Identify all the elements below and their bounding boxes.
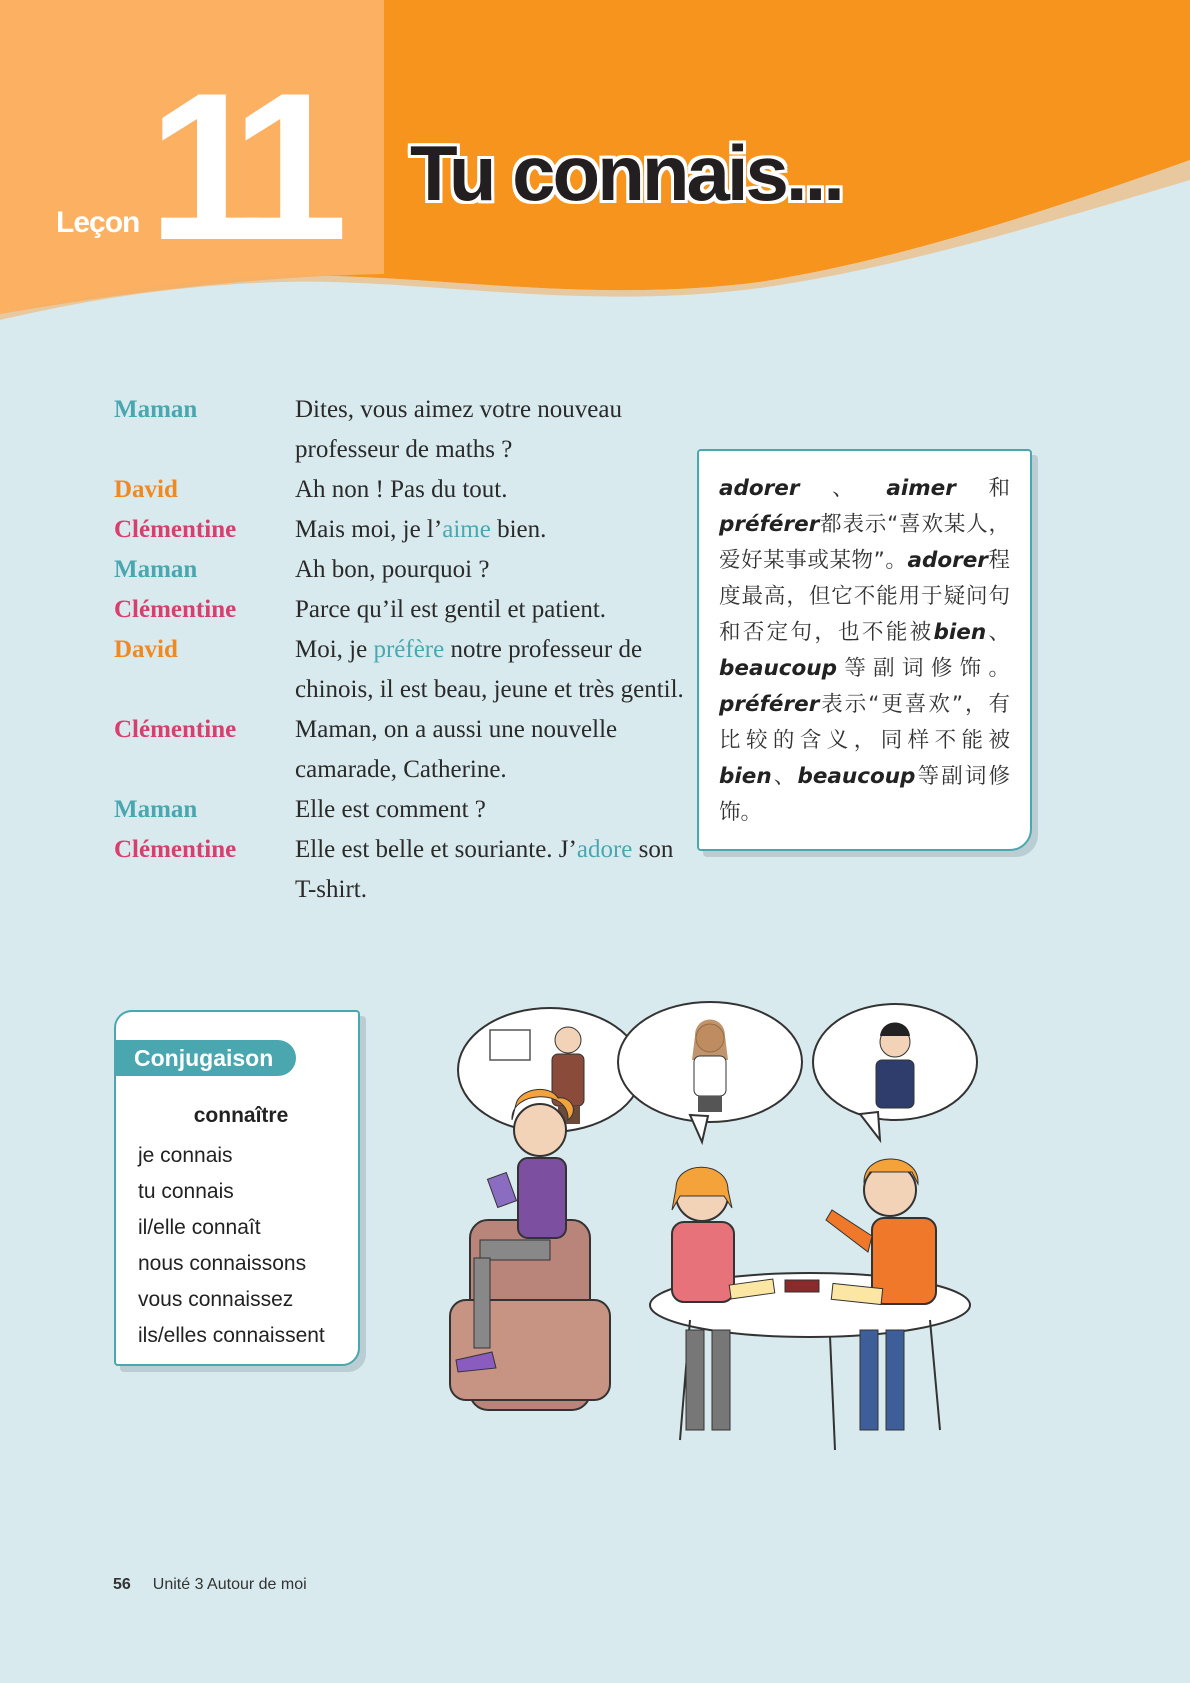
note-text-segment: 、	[771, 764, 798, 789]
utterance-text: Elle est comment ?	[295, 796, 486, 823]
note-text-segment: 、	[799, 476, 887, 501]
utterance-text: Dites, vous aimez votre nouveau professeur de maths ?	[295, 396, 622, 463]
note-text-segment: 都表示“喜欢某人，爱好某事或某物”。	[719, 512, 1010, 573]
utterance	[295, 470, 685, 510]
highlighted-verb: préfère	[373, 636, 445, 663]
page-footer	[113, 1576, 307, 1594]
speaker-name: Maman	[114, 796, 198, 823]
utterance	[295, 630, 685, 710]
utterance-text: Ah non ! Pas du tout.	[295, 476, 508, 503]
conjugation-form: vous connaissez	[138, 1288, 294, 1311]
speaker-name: Clémentine	[114, 716, 237, 743]
utterance	[295, 590, 685, 630]
speaker-name: Maman	[114, 396, 198, 423]
grammar-note-box	[697, 449, 1032, 851]
utterance	[295, 710, 685, 790]
speaker-name: Clémentine	[114, 516, 237, 543]
mother-reading	[450, 1089, 610, 1410]
dialogue-line	[114, 470, 714, 510]
note-keyword: préférer	[719, 692, 820, 717]
note-text-segment: 程度最高，但它不能用于疑问句和否定句，也不能被	[719, 548, 1010, 645]
speaker-name: Clémentine	[114, 836, 237, 863]
utterance-text: Maman, on a aussi une nouvelle camarade, Catherine.	[295, 716, 618, 783]
dialogue-line	[114, 630, 714, 710]
conjugation-form: nous connaissons	[138, 1252, 307, 1275]
conjugation-form: tu connais	[138, 1180, 234, 1203]
note-text-segment: 等副词修饰。	[837, 656, 1010, 681]
utterance-text: Elle est belle et souriante. J’	[295, 836, 577, 863]
note-text-segment: 、	[986, 620, 1010, 645]
note-keyword: beaucoup	[797, 764, 916, 789]
conjugation-box	[114, 1010, 360, 1366]
highlighted-verb: adore	[576, 836, 633, 863]
utterance	[295, 550, 685, 590]
utterance-text: Ah bon, pourquoi ?	[295, 556, 490, 583]
conjugation-form: ils/elles connaissent	[138, 1324, 325, 1347]
highlighted-verb: aime	[442, 516, 491, 543]
thought-bubble-chinese-teacher	[813, 1004, 977, 1140]
note-keyword: bien	[933, 620, 987, 645]
lesson-title: Tu connais...	[410, 129, 842, 217]
unit-label: Unité 3 Autour de moi	[152, 1576, 307, 1593]
dialogue-line	[114, 550, 714, 590]
utterance-text: notre professeur de chinois, il est beau, jeune et très gentil.	[295, 636, 684, 703]
dialogue-line	[114, 790, 714, 830]
speaker-name: David	[114, 476, 178, 503]
dialogue-line	[114, 830, 714, 910]
note-keyword: beaucoup	[719, 656, 837, 681]
dialogue	[114, 390, 714, 910]
family-illustration	[440, 1000, 1000, 1460]
grammar-note-text	[719, 471, 1010, 831]
note-text-segment: 表示“更喜欢”，有比较的含义，同样不能被	[719, 692, 1010, 753]
utterance	[295, 830, 685, 910]
note-text-segment: 和	[955, 476, 1010, 501]
utterance	[295, 390, 685, 470]
note-keyword: préférer	[719, 512, 820, 537]
speaker-name: Maman	[114, 556, 198, 583]
utterance-text: Mais moi, je l’	[295, 516, 443, 543]
dialogue-line	[114, 510, 714, 550]
note-keyword: bien	[719, 764, 772, 789]
utterance-text: Parce qu’il est gentil et patient.	[295, 596, 607, 623]
thought-bubble-catherine	[618, 1002, 802, 1142]
conjugation-verb: connaître	[193, 1104, 289, 1127]
utterance-text: bien.	[490, 516, 547, 543]
speaker-name: David	[114, 636, 178, 663]
note-keyword: adorer	[719, 476, 800, 501]
utterance-text: son T-shirt.	[295, 836, 674, 903]
dialogue-line	[114, 590, 714, 630]
conjugation-form: je connais	[138, 1144, 233, 1167]
dialogue-line	[114, 390, 714, 470]
speaker-name: Clémentine	[114, 596, 237, 623]
utterance	[295, 790, 685, 830]
conjugation-list	[138, 1138, 325, 1354]
lesson-number: 11	[148, 49, 326, 284]
dialogue-line	[114, 710, 714, 790]
note-keyword: adorer	[907, 548, 988, 573]
conjugation-tag: Conjugaison	[114, 1040, 296, 1076]
utterance-text: Moi, je	[295, 636, 374, 663]
lecon-label: Leçon	[56, 206, 140, 239]
utterance	[295, 510, 685, 550]
note-keyword: aimer	[886, 476, 956, 501]
page-number: 56	[113, 1576, 131, 1593]
clementine	[672, 1167, 734, 1430]
conjugation-form: il/elle connaît	[138, 1216, 261, 1239]
note-text-segment: 等副词修饰。	[719, 764, 1010, 825]
